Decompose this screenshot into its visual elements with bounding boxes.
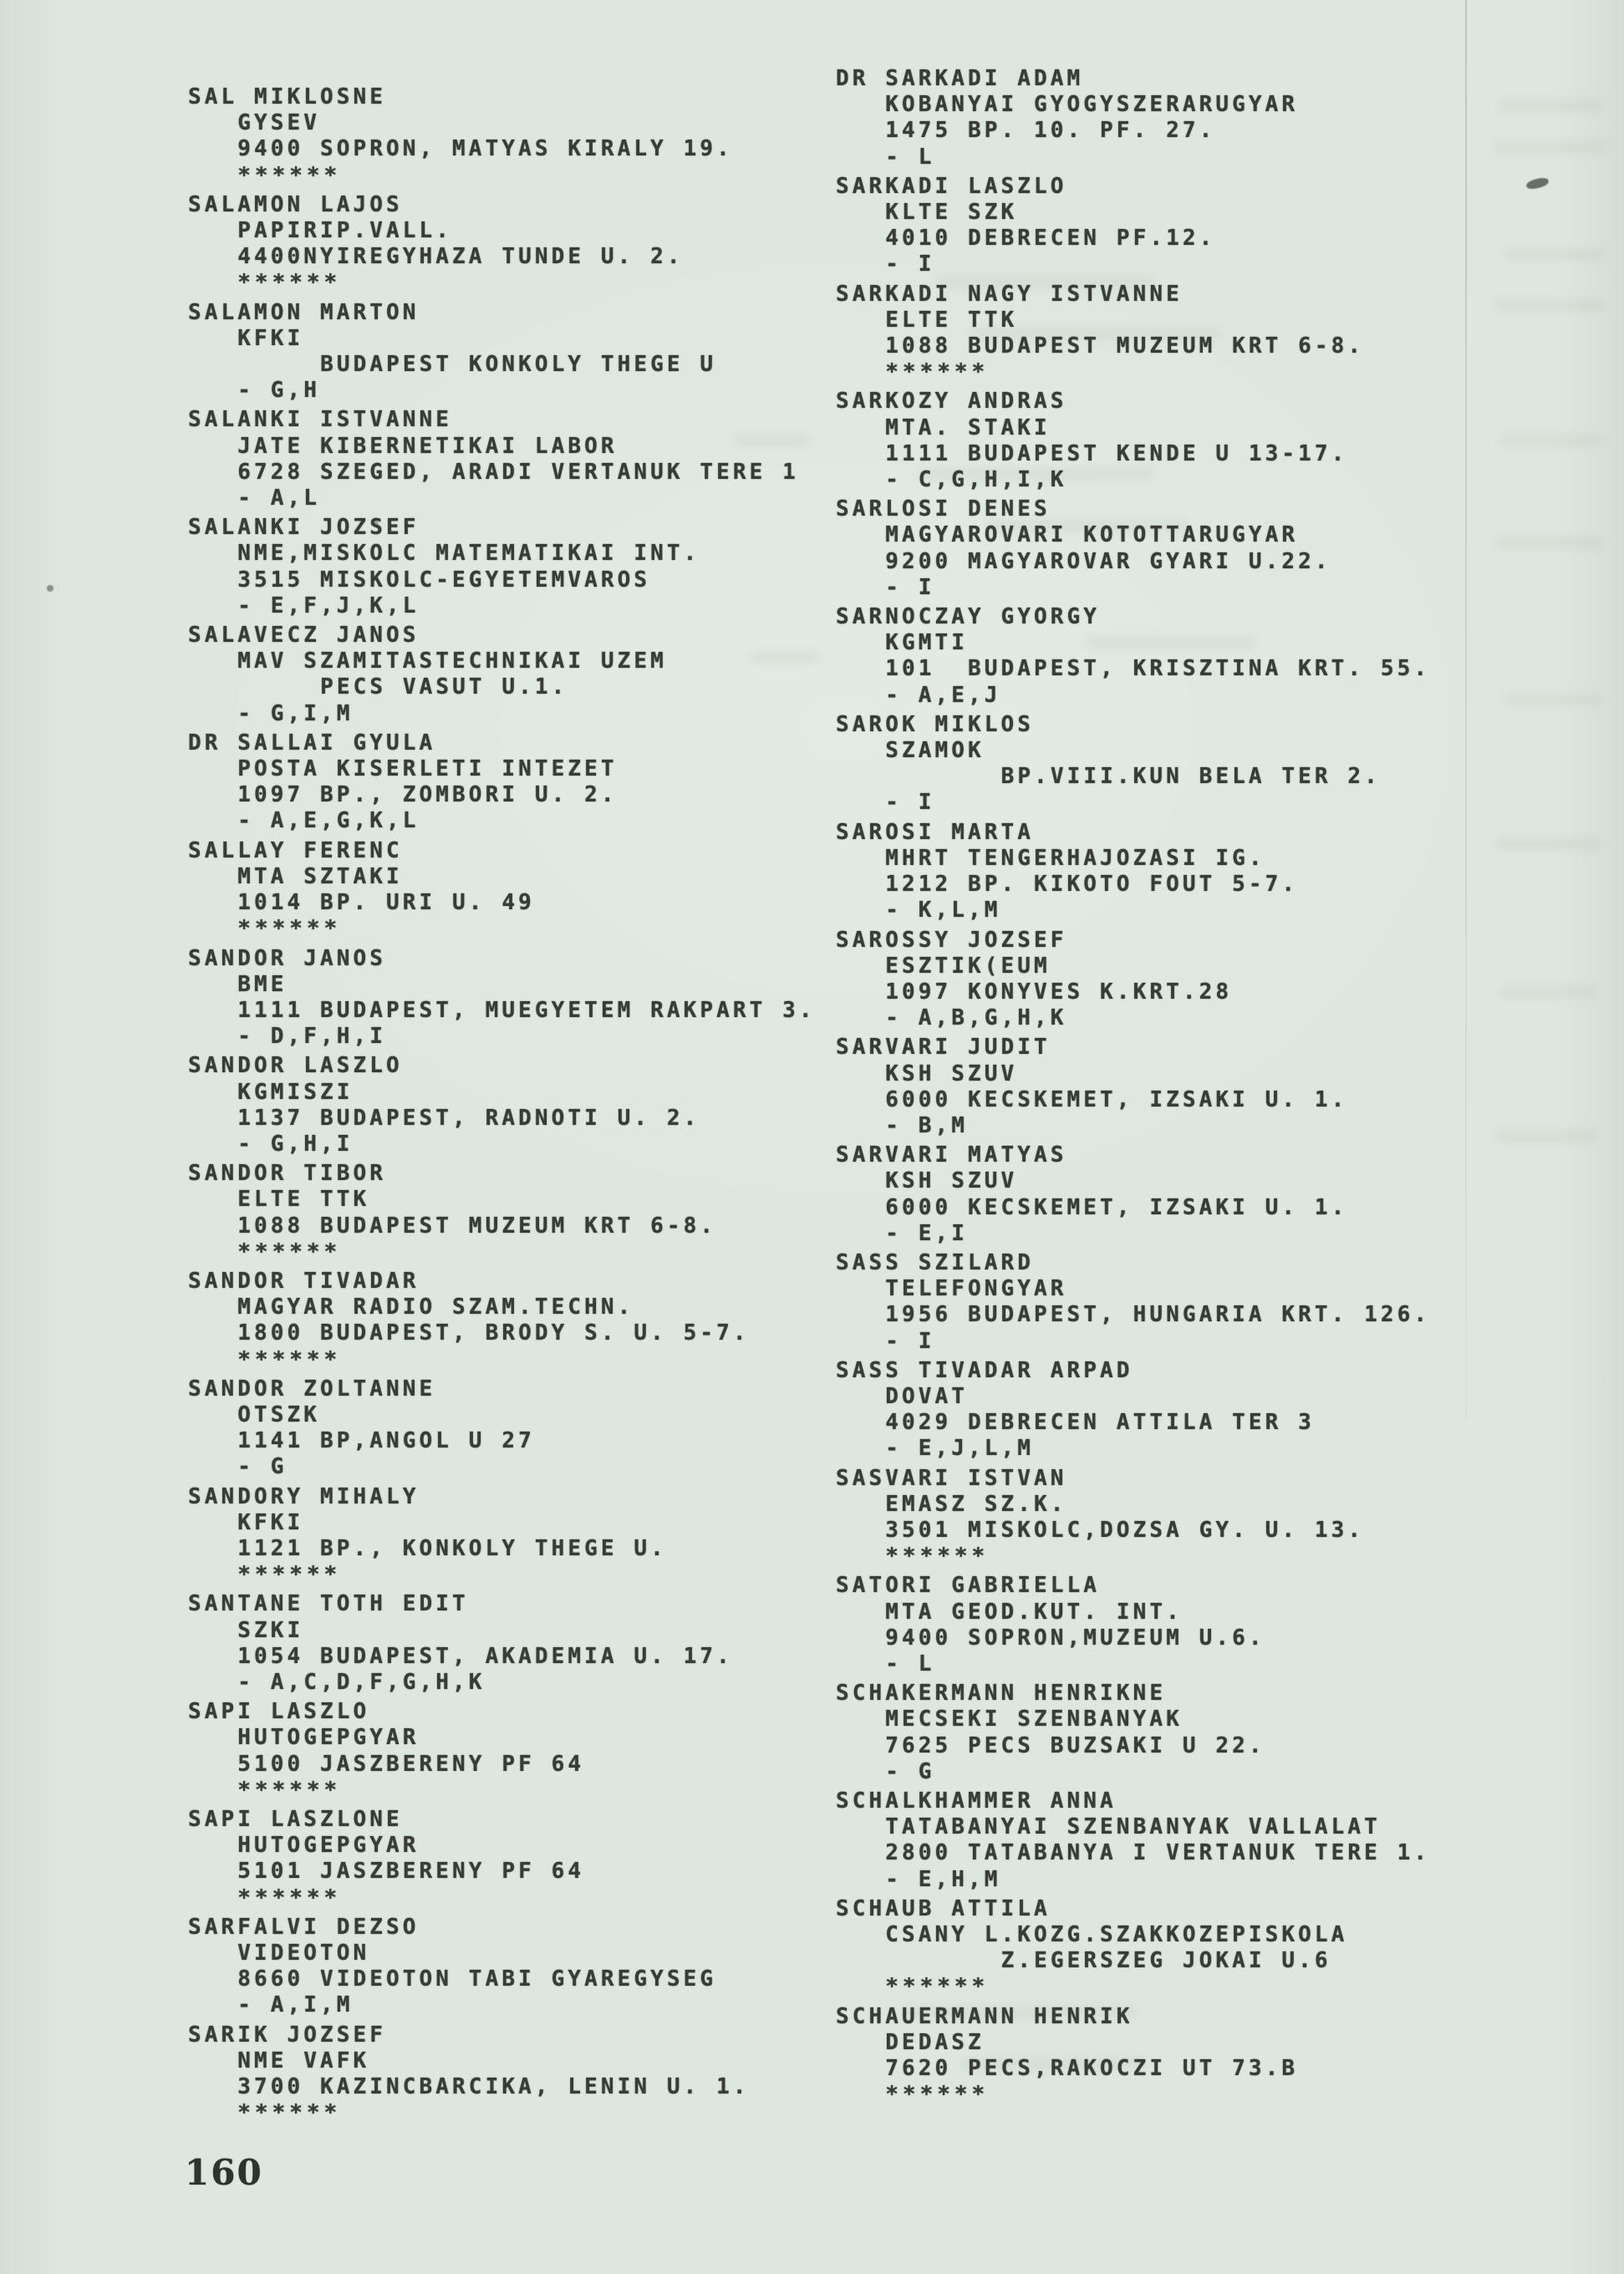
entry-line: 5100 JASZBERENY PF 64 [237, 1751, 585, 1777]
entry-line: 6000 KECSKEMET, IZSAKI U. 1. [885, 1194, 1348, 1220]
entry-line: 1054 BUDAPEST, AKADEMIA U. 17. [237, 1643, 733, 1669]
directory-entry [836, 1788, 1430, 1893]
entry-line: ESZTIK(EUM [885, 953, 1051, 979]
directory-entry [188, 1484, 816, 1589]
entry-line: MECSEKI SZENBANYAK [885, 1707, 1183, 1732]
entry-separator: ****** [237, 1562, 342, 1588]
entry-name: SALLAY FERENC [188, 837, 403, 863]
directory-entry [836, 604, 1430, 709]
entry-line: HUTOGEPGYAR [237, 1725, 420, 1751]
entry-line: - C,G,H,I,K [885, 467, 1067, 493]
bleed-through-smudge [1494, 140, 1605, 154]
entry-line: 6728 SZEGED, ARADI VERTANUK TERE 1 [237, 459, 799, 485]
entry-line: BUDAPEST KONKOLY THEGE U [320, 352, 717, 378]
scan-crease-line [1465, 0, 1467, 1421]
entry-line: NME VAFK [237, 2048, 370, 2073]
entry-separator: ****** [885, 2082, 990, 2108]
directory-entry [836, 389, 1430, 493]
entry-name: DR SALLAI GYULA [188, 730, 436, 755]
entry-name: SARKOZY ANDRAS [836, 389, 1067, 415]
entry-name: SATORI GABRIELLA [836, 1573, 1101, 1599]
entry-line: MTA SZTAKI [237, 863, 403, 889]
entry-line: MAV SZAMITASTECHNIKAI UZEM [237, 649, 667, 674]
bleed-through-smudge [1500, 99, 1602, 112]
entry-separator: ****** [237, 270, 342, 296]
directory-entry [836, 1573, 1430, 1677]
entry-line: - A,I,M [237, 1992, 354, 2018]
entry-separator: ****** [237, 1239, 342, 1264]
entry-line: - K,L,M [885, 898, 1001, 923]
entry-line: - I [885, 252, 935, 277]
entry-line: 9400 SOPRON,MUZEUM U.6. [885, 1625, 1265, 1651]
entry-line: CSANY L.KOZG.SZAKKOZEPISKOLA [885, 1922, 1348, 1948]
entry-line: - I [885, 574, 935, 600]
entry-line: 4010 DEBRECEN PF.12. [885, 226, 1216, 252]
entry-line: 6000 KECSKEMET, IZSAKI U. 1. [885, 1086, 1348, 1112]
entry-name: SANDOR TIBOR [188, 1161, 387, 1187]
entry-line: 4400NYIREGYHAZA TUNDE U. 2. [237, 244, 684, 270]
entry-line: - G,H,I [237, 1131, 354, 1157]
entry-line: OTSZK [237, 1402, 321, 1427]
entry-separator: ****** [237, 162, 342, 188]
entry-line: Z.EGERSZEG JOKAI U.6 [1000, 1948, 1331, 1974]
entry-line: TELEFONGYAR [885, 1276, 1067, 1302]
directory-entry [188, 1161, 816, 1265]
directory-entry [188, 407, 816, 511]
entry-line: - E,I [885, 1220, 969, 1246]
entry-line: - E,H,M [885, 1866, 1001, 1892]
bleed-through-smudge [1496, 1130, 1596, 1142]
entry-line: - G [885, 1758, 935, 1784]
entry-name: SANDOR JANOS [188, 945, 387, 971]
entry-line: MTA GEOD.KUT. INT. [885, 1599, 1183, 1625]
entry-line: - A,E,J [885, 682, 1001, 708]
bleed-through-smudge [1500, 986, 1596, 998]
entry-line: - E,J,L,M [885, 1436, 1035, 1462]
entry-line: - L [885, 1651, 935, 1676]
entry-line: 3501 MISKOLC,DOZSA GY. U. 13. [885, 1517, 1365, 1543]
directory-entry [188, 2022, 816, 2127]
entry-name: SAPI LASZLONE [188, 1807, 403, 1832]
directory-entry [188, 838, 816, 943]
entry-line: 4029 DEBRECEN ATTILA TER 3 [885, 1410, 1315, 1436]
directory-entry [836, 66, 1430, 170]
entry-name: SARKADI LASZLO [836, 173, 1067, 199]
entry-line: TATABANYAI SZENBANYAK VALLALAT [885, 1814, 1381, 1840]
entry-line: HUTOGEPGYAR [237, 1833, 420, 1859]
entry-line: MTA. STAKI [885, 415, 1051, 440]
directory-entry [188, 515, 816, 619]
entry-separator: ****** [885, 1974, 990, 2000]
entry-line: 1111 BUDAPEST KENDE U 13-17. [885, 440, 1348, 466]
entry-line: KFKI [237, 325, 304, 351]
entry-line: SZAMOK [885, 738, 985, 764]
entry-line: GYSEV [237, 110, 321, 136]
bleed-through-smudge [1504, 249, 1603, 261]
entry-line: VIDEOTON [237, 1941, 370, 1966]
entry-name: SALANKI ISTVANNE [188, 407, 453, 433]
directory-entry [188, 1915, 816, 2019]
directory-entry [836, 712, 1430, 817]
entry-name: SARVARI JUDIT [836, 1035, 1051, 1061]
directory-entry [836, 1358, 1430, 1463]
entry-line: KOBANYAI GYOGYSZERARUGYAR [885, 92, 1299, 118]
bleed-through-smudge [1496, 537, 1601, 549]
entry-line: POSTA KISERLETI INTEZET [237, 756, 618, 782]
directory-entry [836, 1896, 1430, 2001]
entry-line: 1097 BP., ZOMBORI U. 2. [237, 782, 618, 808]
directory-entry [836, 928, 1430, 1032]
directory-column-left [188, 84, 816, 2129]
entry-line: 5101 JASZBERENY PF 64 [237, 1859, 585, 1885]
entry-name: DR SARKADI ADAM [836, 66, 1084, 91]
entry-name: SASS TIVADAR ARPAD [836, 1357, 1133, 1383]
entry-line: - G [237, 1454, 288, 1480]
entry-line: 9200 MAGYAROVAR GYARI U.22. [885, 548, 1331, 574]
entry-line: 3515 MISKOLC-EGYETEMVAROS [237, 567, 651, 593]
directory-entry [188, 1699, 816, 1803]
entry-line: 1475 BP. 10. PF. 27. [885, 118, 1216, 144]
ink-smudge [1525, 176, 1550, 191]
entry-line: NME,MISKOLC MATEMATIKAI INT. [237, 541, 700, 567]
entry-line: DOVAT [885, 1383, 969, 1409]
entry-name: SALANKI JOZSEF [188, 515, 420, 541]
entry-line: - A,C,D,F,G,H,K [237, 1669, 486, 1695]
entry-name: SARLOSI DENES [836, 496, 1051, 522]
entry-line: - B,M [885, 1112, 969, 1138]
entry-line: - A,E,G,K,L [237, 808, 420, 834]
entry-name: SANDOR LASZLO [188, 1053, 403, 1079]
directory-entry [836, 1142, 1430, 1247]
directory-entry [836, 1681, 1430, 1785]
entry-line: 1137 BUDAPEST, RADNOTI U. 2. [237, 1105, 700, 1131]
directory-entry [188, 84, 816, 189]
directory-entry [188, 623, 816, 727]
entry-name: SAROSSY JOZSEF [836, 927, 1067, 953]
entry-line: MAGYAR RADIO SZAM.TECHN. [237, 1295, 634, 1320]
entry-line: KFKI [237, 1509, 304, 1535]
entry-line: - A,B,G,H,K [885, 1005, 1067, 1031]
entry-line: 7625 PECS BUZSAKI U 22. [885, 1732, 1265, 1758]
entry-line: 1088 BUDAPEST MUZEUM KRT 6-8. [237, 1213, 717, 1239]
directory-entry [188, 1269, 816, 1373]
entry-line: - I [885, 790, 935, 816]
entry-line: MHRT TENGERHAJOZASI IG. [885, 845, 1265, 871]
entry-name: SAPI LASZLO [188, 1699, 370, 1725]
entry-name: SCHAUB ATTILA [836, 1895, 1051, 1921]
entry-line: 9400 SOPRON, MATYAS KIRALY 19. [237, 136, 733, 162]
entry-name: SCHALKHAMMER ANNA [836, 1788, 1117, 1814]
entry-line: 8660 VIDEOTON TABI GYAREGYSEG [237, 1966, 717, 1992]
entry-name: SARFALVI DEZSO [188, 1914, 420, 1940]
entry-line: JATE KIBERNETIKAI LABOR [237, 433, 618, 459]
entry-line: PAPIRIP.VALL. [237, 218, 453, 244]
bleed-through-smudge [1496, 837, 1600, 850]
entry-line: EMASZ SZ.K. [885, 1491, 1067, 1517]
directory-entry [188, 1376, 816, 1481]
entry-line: 101 BUDAPEST, KRISZTINA KRT. 55. [885, 656, 1431, 682]
entry-line: 1121 BP., KONKOLY THEGE U. [237, 1535, 667, 1561]
directory-entry [836, 820, 1430, 924]
entry-line: 1097 KONYVES K.KRT.28 [885, 979, 1233, 1005]
entry-name: SAL MIKLOSNE [188, 84, 387, 109]
directory-entry [188, 1807, 816, 1911]
entry-name: SALAVECZ JANOS [188, 623, 420, 649]
directory-entry [836, 174, 1430, 278]
entry-separator: ****** [885, 1544, 990, 1569]
entry-line: KGMTI [885, 630, 969, 656]
entry-line: ELTE TTK [885, 307, 1018, 333]
entry-separator: ****** [237, 2100, 342, 2126]
entry-line: ELTE TTK [237, 1187, 370, 1213]
entry-name: SCHAUERMANN HENRIK [836, 2003, 1133, 2029]
directory-column-right [836, 66, 1430, 2111]
directory-entry [836, 2004, 1430, 2109]
entry-name: SARNOCZAY GYORGY [836, 604, 1101, 630]
entry-name: SARKADI NAGY ISTVANNE [836, 281, 1183, 307]
entry-separator: ****** [237, 916, 342, 942]
directory-entry [188, 1591, 816, 1696]
directory-entry [836, 282, 1430, 386]
entry-name: SALAMON MARTON [188, 299, 420, 325]
bleed-through-smudge [1504, 694, 1600, 705]
entry-line: KSH SZUV [885, 1168, 1018, 1194]
directory-entry [188, 946, 816, 1051]
entry-name: SASVARI ISTVAN [836, 1465, 1067, 1491]
directory-entry [836, 1035, 1430, 1139]
entry-name: SANDORY MIHALY [188, 1483, 420, 1509]
bleed-through-smudge [1500, 435, 1601, 446]
entry-line: 7620 PECS,RAKOCZI UT 73.B [885, 2056, 1299, 2082]
directory-entry [836, 496, 1430, 601]
entry-separator: ****** [237, 1885, 342, 1910]
entry-name: SCHAKERMANN HENRIKNE [836, 1681, 1167, 1707]
directory-entry [188, 1053, 816, 1157]
entry-line: KGMISZI [237, 1079, 354, 1105]
entry-line: 1088 BUDAPEST MUZEUM KRT 6-8. [885, 333, 1365, 359]
entry-line: 3700 KAZINCBARCIKA, LENIN U. 1. [237, 2074, 750, 2100]
entry-line: BME [237, 971, 288, 997]
entry-line: - L [885, 144, 935, 170]
entry-line: - E,F,J,K,L [237, 593, 420, 618]
directory-entry [188, 730, 816, 835]
entry-name: SANDOR ZOLTANNE [188, 1376, 436, 1402]
bleed-through-smudge [1494, 299, 1603, 312]
entry-line: SZKI [237, 1617, 304, 1643]
entry-line: - I [885, 1328, 935, 1354]
entry-line: - G,I,M [237, 700, 354, 726]
directory-entry [188, 192, 816, 297]
entry-name: SANDOR TIVADAR [188, 1268, 420, 1294]
entry-line: BP.VIII.KUN BELA TER 2. [1000, 764, 1381, 790]
entry-name: SASS SZILARD [836, 1249, 1035, 1275]
entry-separator: ****** [237, 1777, 342, 1803]
ink-speck [47, 585, 53, 592]
page-number: 160 [185, 2152, 263, 2193]
entry-line: 1111 BUDAPEST, MUEGYETEM RAKPART 3. [237, 997, 816, 1023]
entry-line: MAGYAROVARI KOTOTTARUGYAR [885, 522, 1299, 548]
entry-line: 1014 BP. URI U. 49 [237, 890, 535, 916]
entry-separator: ****** [237, 1346, 342, 1372]
directory-entry [836, 1466, 1430, 1570]
entry-line: 2800 TATABANYA I VERTANUK TERE 1. [885, 1840, 1431, 1866]
entry-line: 1956 BUDAPEST, HUNGARIA KRT. 126. [885, 1302, 1431, 1328]
entry-line: PECS VASUT U.1. [320, 674, 568, 700]
entry-separator: ****** [885, 359, 990, 385]
entry-line: KLTE SZK [885, 200, 1018, 226]
entry-name: SANTANE TOTH EDIT [188, 1591, 469, 1617]
entry-line: 1212 BP. KIKOTO FOUT 5-7. [885, 872, 1299, 898]
entry-name: SARIK JOZSEF [188, 2022, 387, 2048]
entry-line: 1800 BUDAPEST, BRODY S. U. 5-7. [237, 1320, 750, 1346]
directory-entry [836, 1250, 1430, 1355]
entry-line: - D,F,H,I [237, 1024, 387, 1050]
entry-line: DEDASZ [885, 2029, 985, 2055]
entry-name: SAROK MIKLOS [836, 711, 1035, 737]
entry-line: 1141 BP,ANGOL U 27 [237, 1428, 535, 1454]
entry-name: SAROSI MARTA [836, 819, 1035, 845]
entry-line: - G,H [237, 378, 321, 404]
entry-line: KSH SZUV [885, 1061, 1018, 1086]
entry-line: - A,L [237, 486, 321, 511]
entry-name: SARVARI MATYAS [836, 1142, 1067, 1168]
entry-name: SALAMON LAJOS [188, 191, 403, 217]
directory-entry [188, 300, 816, 404]
